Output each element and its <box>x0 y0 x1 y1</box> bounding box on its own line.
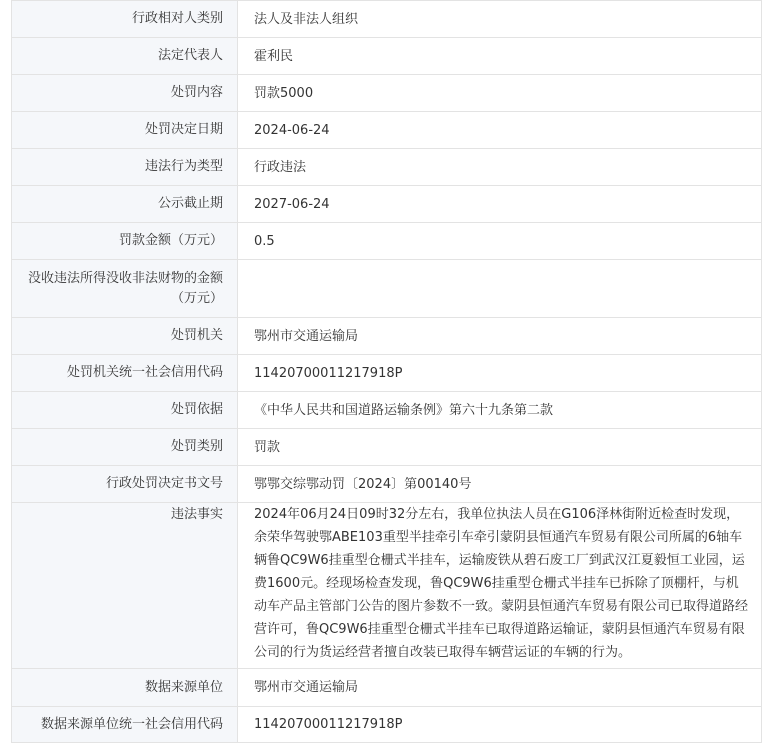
field-value: 行政违法 <box>238 149 762 186</box>
field-label: 违法事实 <box>12 503 238 669</box>
table-row <box>12 503 762 669</box>
field-value: 2024-06-24 <box>238 112 762 149</box>
field-label: 数据来源单位 <box>12 669 238 707</box>
field-label: 数据来源单位统一社会信用代码 <box>12 707 238 743</box>
table-row <box>12 149 762 186</box>
table-row <box>12 223 762 260</box>
field-label: 法定代表人 <box>12 38 238 75</box>
field-value: 《中华人民共和国道路运输条例》第六十九条第二款 <box>238 392 762 429</box>
field-value: 0.5 <box>238 223 762 260</box>
field-label: 没收违法所得没收非法财物的金额（万元） <box>12 260 238 318</box>
table-row <box>12 38 762 75</box>
field-label: 罚款金额（万元） <box>12 223 238 260</box>
field-value: 鄂州市交通运输局 <box>238 318 762 355</box>
table-row <box>12 669 762 707</box>
field-label: 处罚内容 <box>12 75 238 112</box>
field-label: 违法行为类型 <box>12 149 238 186</box>
field-value: 法人及非法人组织 <box>238 1 762 38</box>
table-row <box>12 466 762 503</box>
field-value: 2024年06月24日09时32分左右，我单位执法人员在G106泽林街附近检查时发现，余荣华驾驶鄂ABE103重型半挂牵引车牵引蒙阴县恒通汽车贸易有限公司所属的6轴车辆鲁QC9W6挂重型仓栅式半挂车，运输废铁从碧石废工厂到武汉江夏毅恒工业园，运费1600元。经现场检查发现，鲁QC9W6挂重型仓栅式半挂车已拆除了顶棚杆，与机动车产品主管部门公告的图片参数不一致。蒙阴县恒通汽车贸易有限公司已取得道路经营许可，鲁QC9W6挂重型仓栅式半挂车已取得道路运输证，蒙阴县恒通汽车贸易有限公司的行为货运经营者擅自改装已取得车辆营运证的车辆的行为。 <box>238 503 762 669</box>
table-row <box>12 318 762 355</box>
field-value: 鄂州市交通运输局 <box>238 669 762 707</box>
table-row <box>12 1 762 38</box>
table-row <box>12 75 762 112</box>
field-label: 行政处罚决定书文号 <box>12 466 238 503</box>
table-row <box>12 392 762 429</box>
table-row <box>12 260 762 318</box>
table-row <box>12 112 762 149</box>
field-value: 鄂鄂交综鄂动罚〔2024〕第00140号 <box>238 466 762 503</box>
table-row <box>12 707 762 743</box>
field-label: 处罚依据 <box>12 392 238 429</box>
field-label: 行政相对人类别 <box>12 1 238 38</box>
table-row <box>12 355 762 392</box>
field-value: 霍利民 <box>238 38 762 75</box>
field-value <box>238 260 762 318</box>
field-label: 公示截止期 <box>12 186 238 223</box>
field-label: 处罚机关统一社会信用代码 <box>12 355 238 392</box>
field-label: 处罚类别 <box>12 429 238 466</box>
field-value: 11420700011217918P <box>238 707 762 743</box>
field-label: 处罚决定日期 <box>12 112 238 149</box>
field-value: 罚款5000 <box>238 75 762 112</box>
table-row <box>12 186 762 223</box>
penalty-info-table <box>11 0 762 743</box>
table-row <box>12 429 762 466</box>
field-label: 处罚机关 <box>12 318 238 355</box>
field-value: 罚款 <box>238 429 762 466</box>
field-value: 2027-06-24 <box>238 186 762 223</box>
field-value: 11420700011217918P <box>238 355 762 392</box>
